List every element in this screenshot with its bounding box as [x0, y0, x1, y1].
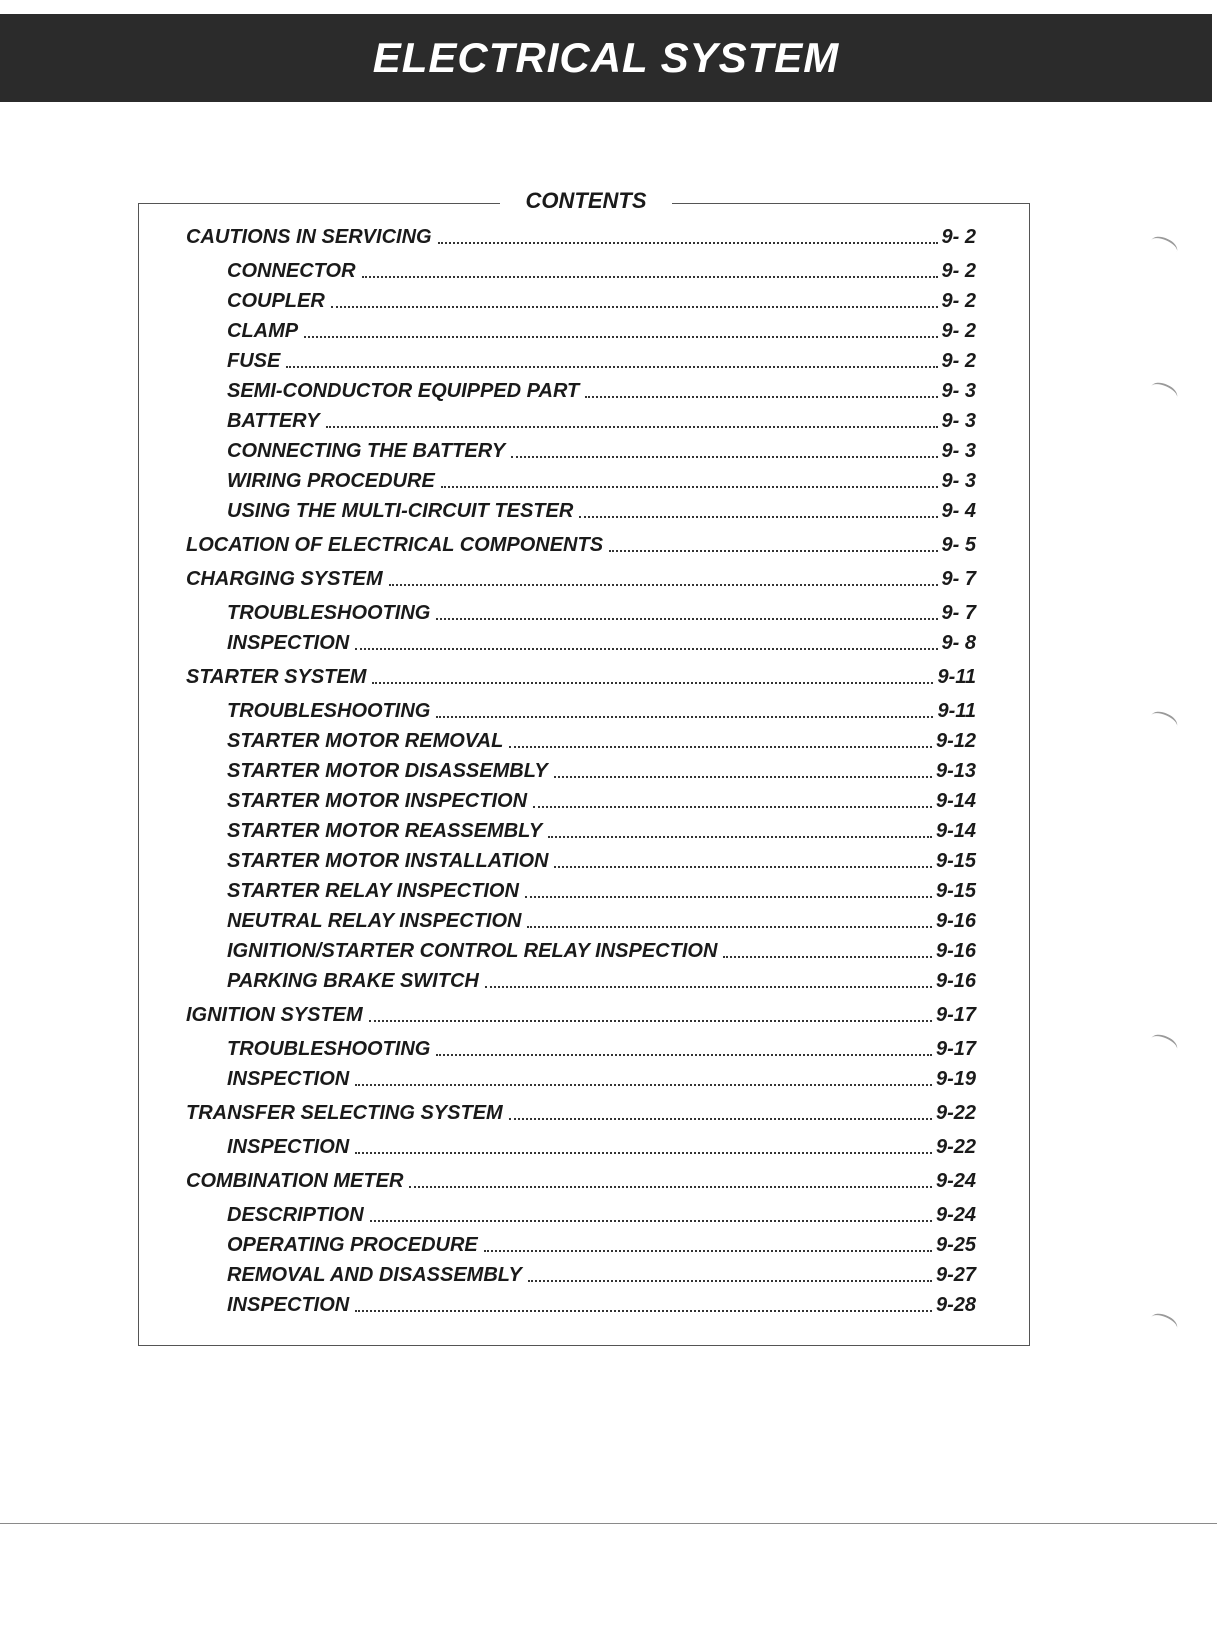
toc-entry-label: TRANSFER SELECTING SYSTEM — [186, 1102, 503, 1124]
toc-subsection-entry — [227, 407, 976, 435]
toc-entry-label: CAUTIONS IN SERVICING — [186, 226, 432, 248]
page-bottom-rule — [0, 1523, 1217, 1524]
toc-entry-page: 9-17 — [935, 1038, 976, 1060]
toc-entry-page: 9- 3 — [941, 410, 976, 432]
toc-dot-leader — [370, 1219, 932, 1222]
toc-dot-leader — [326, 425, 938, 428]
toc-entry-label: WIRING PROCEDURE — [227, 470, 435, 492]
toc-entry-label: SEMI-CONDUCTOR EQUIPPED PART — [227, 380, 580, 402]
toc-subsection-entry — [227, 1201, 976, 1229]
toc-entry-label: TROUBLESHOOTING — [227, 1038, 431, 1060]
toc-subsection-entry — [227, 1261, 976, 1289]
toc-entry-page: 9-16 — [935, 940, 976, 962]
toc-entry-page: 9- 2 — [941, 290, 976, 312]
toc-dot-leader — [484, 1249, 932, 1252]
toc-dot-leader — [304, 335, 937, 338]
toc-dot-leader — [509, 1117, 932, 1120]
toc-entry-label: STARTER SYSTEM — [186, 666, 367, 688]
toc-dot-leader — [554, 865, 932, 868]
toc-subsection-entry — [227, 727, 976, 755]
toc-entry-page: 9-22 — [935, 1102, 976, 1124]
toc-dot-leader — [436, 1053, 932, 1056]
toc-subsection-entry — [227, 1065, 976, 1093]
toc-subsection-entry — [227, 937, 976, 965]
toc-entry-page: 9-16 — [935, 970, 976, 992]
toc-section-entry — [186, 531, 976, 559]
toc-entry-page: 9- 2 — [941, 350, 976, 372]
toc-dot-leader — [438, 241, 938, 244]
toc-entry-page: 9- 5 — [941, 534, 976, 556]
toc-section-entry — [186, 223, 976, 251]
toc-entry-label: CONNECTING THE BATTERY — [227, 440, 506, 462]
toc-subsection-entry — [227, 967, 976, 995]
toc-dot-leader — [355, 1309, 932, 1312]
toc-section-entry — [186, 1099, 976, 1127]
toc-dot-leader — [369, 1019, 932, 1022]
toc-entry-page: 9-14 — [935, 790, 976, 812]
toc-subsection-entry — [227, 629, 976, 657]
toc-entry-label: FUSE — [227, 350, 281, 372]
toc-entry-label: BATTERY — [227, 410, 320, 432]
toc-dot-leader — [355, 1151, 932, 1154]
toc-entry-label: OPERATING PROCEDURE — [227, 1234, 478, 1256]
toc-subsection-entry — [227, 877, 976, 905]
toc-entry-page: 9- 3 — [941, 440, 976, 462]
toc-entry-page: 9- 7 — [941, 602, 976, 624]
toc-subsection-entry — [227, 1035, 976, 1063]
toc-subsection-entry — [227, 1291, 976, 1319]
toc-dot-leader — [723, 955, 932, 958]
toc-subsection-entry — [227, 347, 976, 375]
section-title: ELECTRICAL SYSTEM — [372, 34, 840, 81]
toc-entry-label: DESCRIPTION — [227, 1204, 364, 1226]
toc-dot-leader — [511, 455, 937, 458]
toc-entry-label: REMOVAL AND DISASSEMBLY — [227, 1264, 522, 1286]
toc-entry-page: 9-13 — [935, 760, 976, 782]
toc-dot-leader — [355, 1083, 932, 1086]
toc-subsection-entry — [227, 817, 976, 845]
toc-entry-page: 9-17 — [935, 1004, 976, 1026]
toc-section-entry — [186, 565, 976, 593]
toc-entry-label: CHARGING SYSTEM — [186, 568, 383, 590]
table-of-contents — [138, 203, 1030, 1346]
toc-entry-label: CLAMP — [227, 320, 299, 342]
toc-entry-label: IGNITION SYSTEM — [186, 1004, 363, 1026]
toc-entry-label: INSPECTION — [227, 1136, 350, 1158]
toc-entry-label: INSPECTION — [227, 632, 350, 654]
toc-entry-page: 9- 3 — [941, 470, 976, 492]
toc-dot-leader — [286, 365, 937, 368]
toc-entry-label: STARTER MOTOR DISASSEMBLY — [227, 760, 548, 782]
toc-entry-page: 9-24 — [935, 1170, 976, 1192]
toc-entry-page: 9-27 — [935, 1264, 976, 1286]
toc-dot-leader — [362, 275, 938, 278]
toc-dot-leader — [441, 485, 938, 488]
toc-entry-page: 9-11 — [937, 666, 976, 688]
toc-dot-leader — [331, 305, 938, 308]
toc-entry-page: 9-16 — [935, 910, 976, 932]
toc-dot-leader — [579, 515, 937, 518]
toc-entry-label: STARTER MOTOR INSTALLATION — [227, 850, 549, 872]
toc-section-entry — [186, 1167, 976, 1195]
toc-entry-page: 9- 8 — [941, 632, 976, 654]
toc-dot-leader — [509, 745, 932, 748]
toc-entry-label: IGNITION/STARTER CONTROL RELAY INSPECTION — [227, 940, 718, 962]
toc-dot-leader — [528, 1279, 932, 1282]
toc-entry-page: 9-11 — [937, 700, 976, 722]
toc-dot-leader — [525, 895, 932, 898]
toc-entry-label: STARTER RELAY INSPECTION — [227, 880, 519, 902]
toc-subsection-entry — [227, 847, 976, 875]
binder-hole-mark — [1148, 379, 1180, 405]
toc-subsection-entry — [227, 467, 976, 495]
toc-dot-leader — [585, 395, 937, 398]
toc-entry-label: CONNECTOR — [227, 260, 356, 282]
toc-subsection-entry — [227, 317, 976, 345]
toc-entry-label: STARTER MOTOR REMOVAL — [227, 730, 504, 752]
toc-dot-leader — [355, 647, 937, 650]
toc-entry-page: 9-24 — [935, 1204, 976, 1226]
toc-section-entry — [186, 1001, 976, 1029]
toc-entry-page: 9- 2 — [941, 260, 976, 282]
toc-subsection-entry — [227, 287, 976, 315]
binder-hole-mark — [1148, 1310, 1180, 1336]
toc-entry-page: 9- 2 — [941, 226, 976, 248]
toc-dot-leader — [436, 715, 933, 718]
toc-dot-leader — [527, 925, 931, 928]
toc-subsection-entry — [227, 787, 976, 815]
toc-entry-page: 9-12 — [935, 730, 976, 752]
toc-dot-leader — [609, 549, 938, 552]
toc-entry-page: 9- 4 — [941, 500, 976, 522]
toc-entry-label: TROUBLESHOOTING — [227, 602, 431, 624]
toc-entry-page: 9-25 — [935, 1234, 976, 1256]
toc-dot-leader — [372, 681, 933, 684]
toc-dot-leader — [485, 985, 932, 988]
toc-entry-label: NEUTRAL RELAY INSPECTION — [227, 910, 522, 932]
binder-hole-mark — [1148, 233, 1180, 259]
toc-entry-page: 9-14 — [935, 820, 976, 842]
toc-entry-label: INSPECTION — [227, 1068, 350, 1090]
binder-hole-mark — [1148, 1031, 1180, 1057]
toc-entry-label: COMBINATION METER — [186, 1170, 404, 1192]
toc-subsection-entry — [227, 1231, 976, 1259]
binder-hole-mark — [1148, 708, 1180, 734]
toc-entry-page: 9-19 — [935, 1068, 976, 1090]
toc-entry-label: TROUBLESHOOTING — [227, 700, 431, 722]
toc-subsection-entry — [227, 599, 976, 627]
toc-dot-leader — [554, 775, 932, 778]
toc-dot-leader — [533, 805, 932, 808]
toc-entry-page: 9-15 — [935, 880, 976, 902]
toc-entry-page: 9-22 — [935, 1136, 976, 1158]
toc-entry-label: INSPECTION — [227, 1294, 350, 1316]
toc-subsection-entry — [227, 377, 976, 405]
toc-entry-label: LOCATION OF ELECTRICAL COMPONENTS — [186, 534, 604, 556]
toc-entry-label: STARTER MOTOR REASSEMBLY — [227, 820, 543, 842]
contents-heading: CONTENTS — [500, 186, 672, 216]
toc-subsection-entry — [227, 757, 976, 785]
toc-entry-page: 9- 3 — [941, 380, 976, 402]
toc-entry-label: STARTER MOTOR INSPECTION — [227, 790, 528, 812]
toc-entry-label: COUPLER — [227, 290, 325, 312]
toc-entry-page: 9- 2 — [941, 320, 976, 342]
toc-entry-page: 9-15 — [935, 850, 976, 872]
toc-section-entry — [186, 663, 976, 691]
toc-subsection-entry — [227, 437, 976, 465]
toc-dot-leader — [436, 617, 937, 620]
toc-subsection-entry — [227, 697, 976, 725]
toc-dot-leader — [409, 1185, 932, 1188]
toc-entry-label: PARKING BRAKE SWITCH — [227, 970, 479, 992]
toc-subsection-entry — [227, 497, 976, 525]
toc-entry-page: 9-28 — [935, 1294, 976, 1316]
section-header-bar — [0, 14, 1212, 102]
toc-subsection-entry — [227, 1133, 976, 1161]
toc-subsection-entry — [227, 907, 976, 935]
toc-entry-page: 9- 7 — [941, 568, 976, 590]
toc-subsection-entry — [227, 257, 976, 285]
toc-dot-leader — [548, 835, 932, 838]
toc-dot-leader — [389, 583, 938, 586]
toc-entry-label: USING THE MULTI-CIRCUIT TESTER — [227, 500, 574, 522]
